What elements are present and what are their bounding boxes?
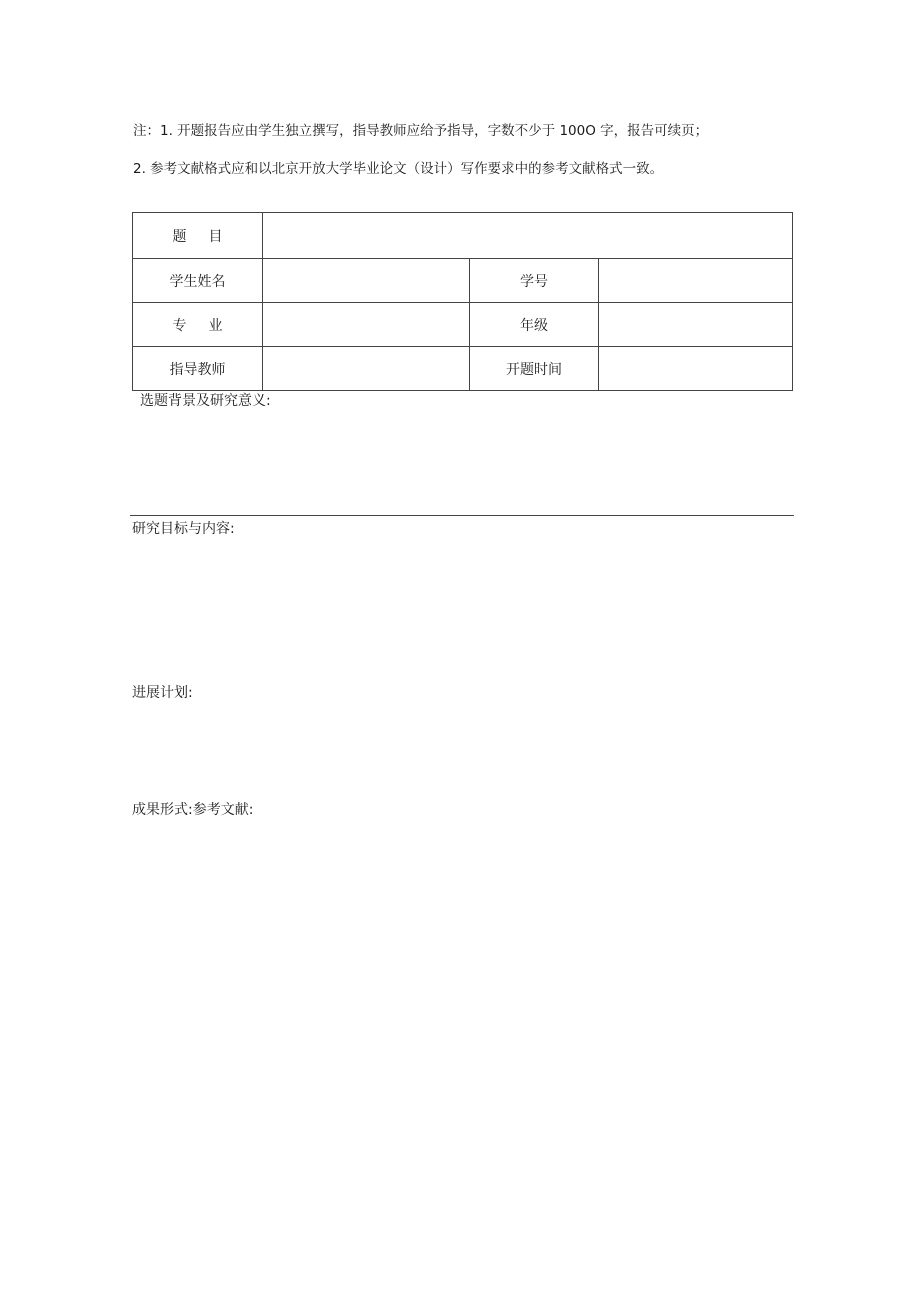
section-divider	[130, 515, 794, 516]
note-line-1: 注：1. 开题报告应由学生独立撰写，指导教师应给予指导，字数不少于 100O 字，报告可续页；	[133, 123, 709, 139]
advisor-value-cell[interactable]	[263, 347, 470, 391]
advisor-label: 指导教师	[133, 347, 263, 391]
table-row	[133, 213, 793, 259]
start-time-value-cell[interactable]	[599, 347, 793, 391]
student-id-value-cell[interactable]	[599, 259, 793, 303]
grade-value-cell[interactable]	[599, 303, 793, 347]
grade-label: 年级	[470, 303, 599, 347]
proposal-info-table	[132, 212, 793, 391]
student-id-label: 学号	[470, 259, 599, 303]
table-row	[133, 303, 793, 347]
section-results-label: 成果形式:参考文献:	[132, 802, 254, 818]
major-label-cell	[133, 303, 263, 347]
section-goals-label: 研究目标与内容:	[132, 521, 235, 537]
major-value-cell[interactable]	[263, 303, 470, 347]
title-value-cell[interactable]	[263, 213, 793, 259]
table-row	[133, 347, 793, 391]
start-time-label: 开题时间	[470, 347, 599, 391]
note-line-2: 2. 参考文献格式应和以北京开放大学毕业论文（设计）写作要求中的参考文献格式一致。	[133, 161, 664, 177]
student-name-label: 学生姓名	[133, 259, 263, 303]
title-label: 题目	[172, 228, 245, 245]
student-name-value-cell[interactable]	[263, 259, 470, 303]
section-background-label: 选题背景及研究意义:	[140, 393, 271, 409]
title-label-cell	[133, 213, 263, 259]
section-plan-label: 进展计划:	[132, 685, 193, 701]
major-label: 专业	[172, 317, 245, 334]
table-row	[133, 259, 793, 303]
